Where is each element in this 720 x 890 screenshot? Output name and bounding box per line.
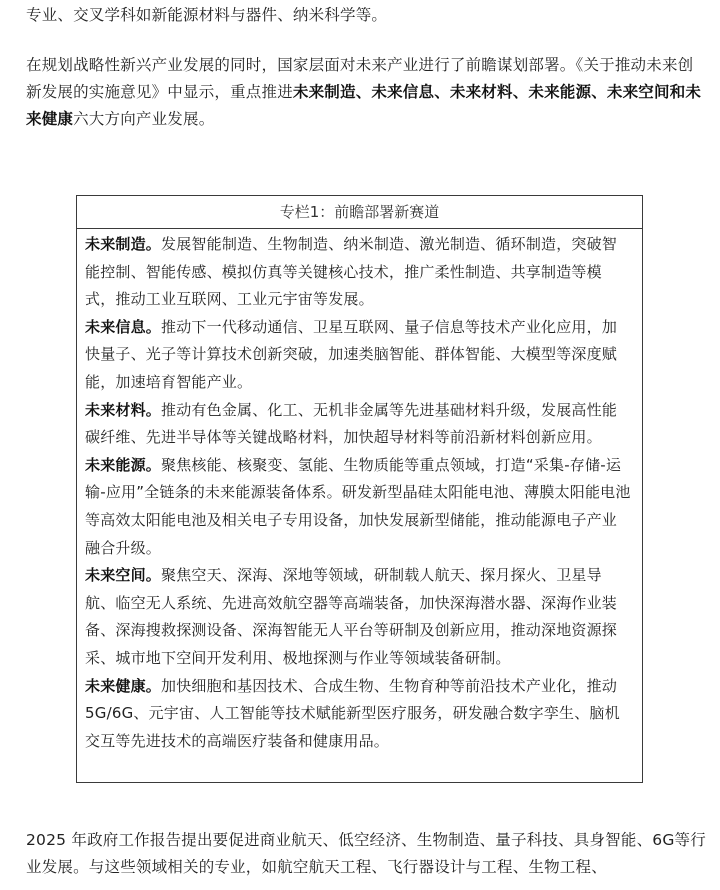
item-label: 未来材料。	[85, 400, 162, 419]
box-title: 专栏1：前瞻部署新赛道	[77, 196, 642, 229]
intro-text-end: 六大方向产业发展。	[73, 110, 215, 128]
item-label: 未来能源。	[85, 455, 162, 474]
item-text: 发展智能制造、生物制造、纳米制造、激光制造、循环制造，突破智能控制、智能传感、模拟仿真等关键核心技术，推广柔性制造、共享制造等模式，推动工业互联网、工业元宇宙等发展。	[85, 235, 618, 309]
item-text: 推动下一代移动通信、卫星互联网、量子信息等技术产业化应用，加快量子、光子等计算技术创新突破，加速类脑智能、群体智能、大模型等深度赋能，加速培育智能产业。	[85, 317, 618, 391]
item-text: 聚焦核能、核聚变、氢能、生物质能等重点领域，打造“采集-存储-运输-应用”全链条的未来能源装备体系。研发新型晶硅太阳能电池、薄膜太阳能电池等高效太阳能电池及相关电子专用设备，加快发展新型储能，推动能源电子产业融合升级。	[85, 455, 631, 557]
item-label: 未来健康。	[85, 676, 162, 695]
box-item-future-manufacturing	[85, 231, 632, 314]
intro-bold-directions: 未来制造、未来信息、未来材料、未来能源、未来空间和未来健康	[26, 83, 702, 128]
bottom-paragraph-fragment: 2025 年政府工作报告提出要促进商业航天、低空经济、生物制造、量子科技、具身智能、6G等行业发展。与这些领域相关的专业，如航空航天工程、飞行器设计与工程、生物工程、	[26, 831, 706, 876]
intro-text: 在规划战略性新兴产业发展的同时，国家层面对未来产业进行了前瞻谋划部署。《关于推动未来创新发展的实施意见》中显示，重点推进	[26, 56, 694, 101]
item-text: 聚焦空天、深海、深地等领域，研制载人航天、探月探火、卫星导航、临空无人系统、先进高效航空器等高端装备，加快深海潜水器、深海作业装备、深海搜救探测设备、深海智能无人平台等研制及创新应用，推动深地资源探采、城市地下空间开发利用、极地探测与作业等领域装备研制。	[85, 566, 618, 667]
box-item-future-health	[85, 673, 632, 756]
top-paragraph-fragment: 专业、交叉学科如新能源材料与器件、纳米科学等。	[26, 6, 388, 24]
box-item-future-space	[85, 562, 632, 672]
item-text: 推动有色金属、化工、无机非金属等先进基础材料升级，发展高性能碳纤维、先进半导体等关键战略材料，加快超导材料等前沿新材料创新应用。	[85, 400, 618, 447]
box-item-future-energy	[85, 452, 632, 562]
box-body	[77, 229, 642, 755]
intro-paragraph	[26, 52, 706, 133]
item-label: 未来信息。	[85, 317, 162, 336]
item-label: 未来空间。	[85, 566, 162, 585]
box-item-future-materials	[85, 397, 632, 452]
item-label: 未来制造。	[85, 235, 162, 253]
sidebar-box	[76, 195, 643, 783]
box-item-future-information	[85, 314, 632, 397]
item-text: 加快细胞和基因技术、合成生物、生物育种等前沿技术产业化，推动5G/6G、元宇宙、人工智能等技术赋能新型医疗服务，研发融合数字孪生、脑机交互等先进技术的高端医疗装备和健康用品。	[85, 676, 620, 750]
